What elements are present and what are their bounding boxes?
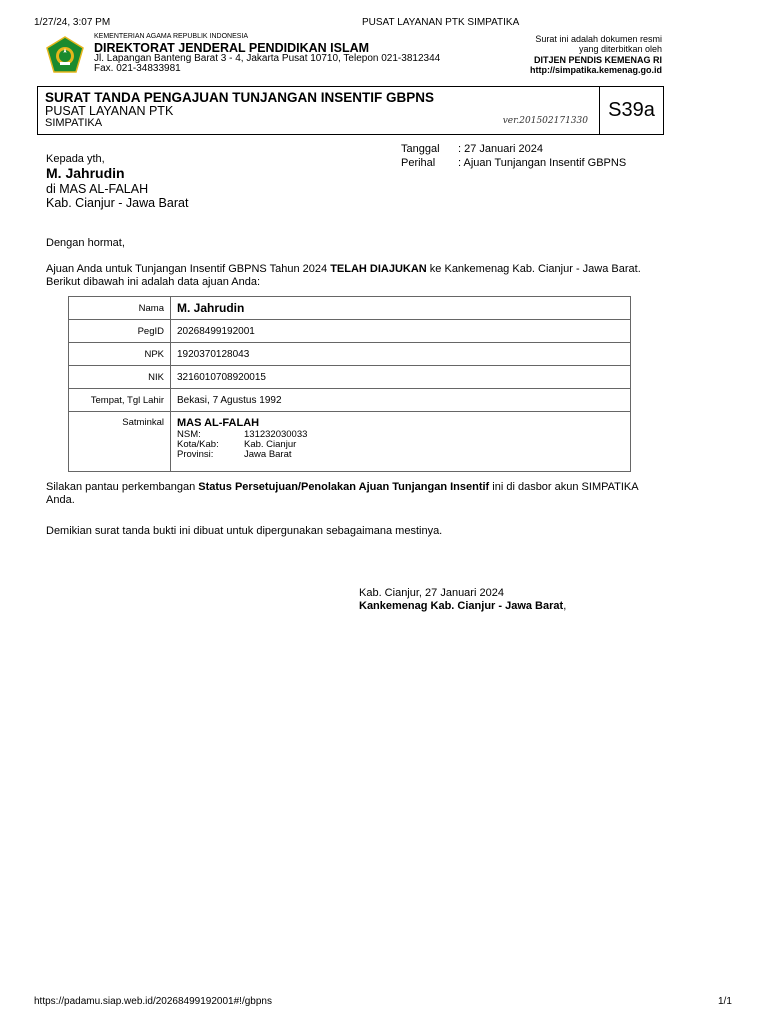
table-row xyxy=(69,389,631,412)
kota-value: Kab. Cianjur xyxy=(244,439,297,450)
date-value: : 27 Januari 2024 xyxy=(458,143,544,155)
website-link[interactable]: http://simpatika.kemenag.go.id xyxy=(529,65,662,75)
closing-place-date: Kab. Cianjur, 27 Januari 2024 xyxy=(359,587,504,599)
official-note-2: yang diterbitkan oleh xyxy=(578,44,662,54)
kota-label: Kota/Kab: xyxy=(177,439,219,450)
recipient-region: Kab. Cianjur - Jawa Barat xyxy=(46,196,189,210)
nsm-value: 131232030033 xyxy=(244,429,308,440)
nsm-label: NSM: xyxy=(177,429,201,440)
application-data-table xyxy=(68,296,631,472)
official-note-1: Surat ini adalah dokumen resmi xyxy=(535,34,662,44)
office-fax: Fax. 021-34833981 xyxy=(94,63,181,74)
print-datetime: 1/27/24, 3:07 PM xyxy=(34,17,111,28)
npk-value: 1920370128043 xyxy=(171,343,631,366)
satminkal-name: MAS AL-FALAH xyxy=(177,417,260,429)
status-emphasis: TELAH DIAJUKAN xyxy=(330,263,427,275)
paragraph-monitor xyxy=(46,481,656,507)
version-label: ver.201502171330 xyxy=(502,116,588,126)
table-row xyxy=(69,412,631,472)
satminkal-cell xyxy=(171,412,631,472)
nik-label: NIK xyxy=(69,366,171,389)
satminkal-label: Satminkal xyxy=(69,412,171,472)
table-row xyxy=(69,297,631,320)
recipient-place: di MAS AL-FALAH xyxy=(46,182,149,196)
subject-label: Perihal xyxy=(401,157,436,169)
table-row xyxy=(69,343,631,366)
date-label: Tanggal xyxy=(401,143,440,155)
app-name: SIMPATIKA xyxy=(45,117,103,129)
closing-office xyxy=(359,600,566,612)
intro-text-2: ke Kankemenag Kab. Cianjur - Jawa Barat. Berikut dibawah ini adalah data ajuan Anda: xyxy=(46,263,641,288)
provinsi-value: Jawa Barat xyxy=(244,449,292,460)
kemenag-logo xyxy=(45,36,85,74)
provinsi-label: Provinsi: xyxy=(177,449,214,460)
office-comma: , xyxy=(563,600,567,612)
monitor-text-2: ini di dasbor akun SIMPATIKA Anda. xyxy=(46,481,638,506)
issuer-name: DITJEN PENDIS KEMENAG RI xyxy=(533,55,662,65)
table-row xyxy=(69,320,631,343)
pegid-label: PegID xyxy=(69,320,171,343)
title-box xyxy=(37,86,664,135)
paragraph-closing: Demikian surat tanda bukti ini dibuat untuk dipergunakan sebagaimana mestinya. xyxy=(46,525,443,537)
print-page-title: PUSAT LAYANAN PTK SIMPATIKA xyxy=(362,17,520,28)
document-subtitle: PUSAT LAYANAN PTK xyxy=(45,104,174,118)
name-label: Nama xyxy=(69,297,171,320)
office-name: Kankemenag Kab. Cianjur - Jawa Barat xyxy=(359,600,564,612)
recipient-name: M. Jahrudin xyxy=(46,165,125,181)
table-row xyxy=(69,366,631,389)
paragraph-intro xyxy=(46,263,656,289)
monitor-text-1: Silakan pantau perkembangan xyxy=(46,481,199,493)
document-title: SURAT TANDA PENGAJUAN TUNJANGAN INSENTIF GBPNS xyxy=(45,90,435,105)
birth-value: Bekasi, 7 Agustus 1992 xyxy=(171,389,631,412)
birth-label: Tempat, Tgl Lahir xyxy=(69,389,171,412)
form-code: S39a xyxy=(599,87,663,134)
office-address: Jl. Lapangan Banteng Barat 3 - 4, Jakarta Pusat 10710, Telepon 021-3812344 xyxy=(94,53,441,64)
npk-label: NPK xyxy=(69,343,171,366)
greeting: Dengan hormat, xyxy=(46,237,125,249)
subject-value: : Ajuan Tunjangan Insentif GBPNS xyxy=(458,157,627,169)
name-value: M. Jahrudin xyxy=(171,297,631,320)
print-page-number: 1/1 xyxy=(718,996,732,1007)
print-url: https://padamu.siap.web.id/20268499192001#!/gbpns xyxy=(34,996,272,1007)
ministry-name: KEMENTERIAN AGAMA REPUBLIK INDONESIA xyxy=(94,33,249,40)
directorate-name: DIREKTORAT JENDERAL PENDIDIKAN ISLAM xyxy=(94,41,370,55)
salutation: Kepada yth, xyxy=(46,153,105,165)
satminkal-details xyxy=(177,430,624,460)
status-link-text: Status Persetujuan/Penolakan Ajuan Tunjangan Insentif xyxy=(198,481,490,493)
pegid-value: 20268499192001 xyxy=(171,320,631,343)
intro-text-1: Ajuan Anda untuk Tunjangan Insentif GBPNS Tahun 2024 xyxy=(46,263,331,275)
nik-value: 3216010708920015 xyxy=(171,366,631,389)
